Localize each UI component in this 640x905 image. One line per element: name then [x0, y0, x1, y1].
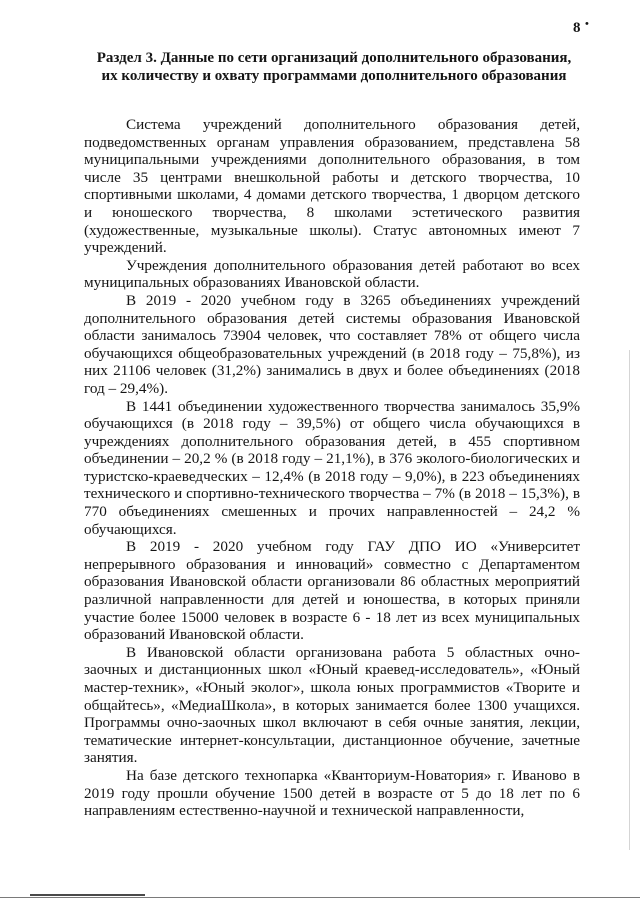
section-title: [84, 49, 584, 85]
paragraph-institutions-system: Система учреждений дополнительного образования детей, подведомственных органам управления образованием, представлена 58 муниципальными учреждениями дополнительного образования, в том числе 35 центрами внешкольной работы и детского творчества, 10 спортивными школами, 4 домами детского творчества, 1 дворцом детского и юношеского творчества, 8 школами эстетического развития (художественные, музыкальные школы). Статус автономных имеют 7 учреждений.: [84, 116, 580, 257]
paragraph-municipal-coverage: Учреждения дополнительного образования детей работают во всех муниципальных образованиях Ивановской области.: [84, 256, 580, 292]
paragraph-direction-breakdown: В 1441 объединении художественного творчества занималось 35,9% обучающихся (в 2018 году – 39,5%) от общего числа обучающихся в учреждениях дополнительного образования детей, в 455 спортивном объединении – 20,2 % (в 2018 году – 21,1%), в 376 эколого-биологических и туристско-краеведческих – 12,4% (в 2018 году – 9,0%), в 223 объединениях технического и спортивно-технического творчества – 7% (в 2018 – 15,3%), в 770 объединениях смешенных и прочих направленностей – 24,2 % обучающихся.: [84, 397, 580, 538]
paragraph-regional-schools: В Ивановской области организована работа 5 областных очно-заочных и дистанционных школ «Юный краевед-исследователь», «Юный мастер-техник», «Юный эколог», школа юных программистов «Творите и общайтесь», «МедиаШкола», в которых занимается более 1300 учащихся. Программы очно-заочных школ включают в себя очные занятия, лекции, тематические интернет-консультации, дистанционное обучение, зачетные занятия.: [84, 643, 580, 767]
paragraph-enrollment-2019-2020: В 2019 - 2020 учебном году в 3265 объединениях учреждений дополнительного образования детей системы образования Ивановской области занималось 73904 человек, что составляет 78% от общего числа обучающихся общеобразовательных учреждений (в 2018 году – 75,8%), из них 21106 человек (31,2%) занимались в двух и более объединениях (2018 год – 29,4%).: [84, 291, 580, 397]
page-number-mark: •: [585, 18, 589, 30]
section-title-line-2: их количеству и охвату программами дополнительного образования: [101, 68, 567, 84]
paragraph-regional-events: В 2019 - 2020 учебном году ГАУ ДПО ИО «Университет непрерывного образования и инноваций» совместно с Департаментом образования Ивановской области организовали 86 областных мероприятий различной направленности для детей и юношества, в которых приняли участие более 15000 человек в возрасте 6 - 18 лет из всех муниципальных образований Ивановской области.: [84, 538, 580, 644]
paragraph-technopark: На базе детского технопарка «Кванториум-Новатория» г. Иваново в 2019 году прошли обучение 1500 детей в возрасте от 5 до 18 лет по 6 направлениям естественно-научной и технической направленности,: [84, 766, 580, 820]
section-title-line-1: Раздел 3. Данные по сети организаций дополнительного образования,: [96, 50, 572, 66]
body-text: [84, 116, 580, 820]
scan-edge-mark: [30, 894, 145, 896]
scan-bottom-edge: [0, 897, 640, 898]
scan-edge-shadow: [629, 350, 630, 850]
page-number: 8: [573, 20, 581, 36]
